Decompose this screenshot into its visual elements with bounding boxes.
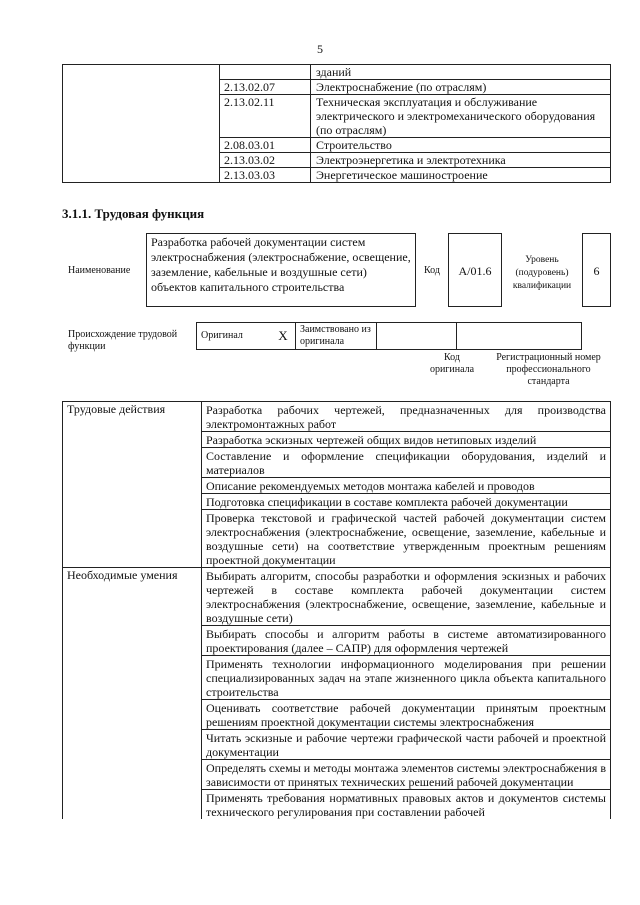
origin-label: Происхождение трудовой функции [68,329,178,352]
labor-action-item: Описание рекомендуемых методов монтажа кабелей и проводов [202,478,611,494]
original-cell: Оригинал [197,323,272,350]
name-cell: Электроснабжение (по отраслям) [311,80,611,95]
origin-reg-cell [457,323,582,350]
name-cell: Строительство [311,138,611,153]
labor-action-item: Разработка эскизных чертежей общих видов нетиповых изделий [202,432,611,448]
labor-action-item: Составление и оформление спецификации оборудования, изделий и материалов [202,448,611,478]
skill-item: Применять требования нормативных правовых актов и документов системы технического регулирования при составлении рабочей [202,790,611,820]
function-code-box: A/01.6 [448,233,502,307]
code-cell: 2.13.03.02 [220,153,311,168]
name-cell: Энергетическое машиностроение [311,168,611,183]
table-row [63,402,611,432]
skill-item: Выбирать алгоритм, способы разработки и оформления эскизных и рабочих чертежей в составе комплекта рабочей документации систем электроснабжения (электроснабжение, освещение, заземление, кабельные и воздушные сети) [202,568,611,626]
code-cell: 2.13.03.03 [220,168,311,183]
skill-item: Читать эскизные и рабочие чертежи графической части рабочей и проектной документации [202,730,611,760]
name-cell: Электроэнергетика и электротехника [311,153,611,168]
table-row [63,65,611,80]
table-row [63,568,611,626]
labor-action-item: Разработка рабочих чертежей, предназначенных для производства электромонтажных работ [202,402,611,432]
code-label: Код [424,265,440,276]
level-label: Уровень (подуровень) квалификации [512,255,572,291]
skill-item: Определять схемы и методы монтажа элементов системы электроснабжения в зависимости от принятых технических решений рабочей документации [202,760,611,790]
origin-table [196,322,582,350]
name-cell: зданий [311,65,611,80]
function-details-table [62,401,611,819]
qualification-level-box: 6 [582,233,611,307]
code-cell [220,65,311,80]
section-title: 3.1.1. Трудовая функция [62,206,205,221]
origin-code-cell [377,323,457,350]
skill-item: Применять технологии информационного моделирования при решении специализированных задач на этапе жизненного цикла объекта капитального строительства [202,656,611,700]
labor-actions-label: Трудовые действия [63,402,202,568]
skill-item: Оценивать соответствие рабочей документации принятым проектным решениям проектной документации системы электроснабжения [202,700,611,730]
page-number: 5 [317,42,323,56]
education-codes-table [62,64,611,183]
function-name-box: Разработка рабочей документации систем электроснабжения (электроснабжение, освещение, заземление, кабельные и воздушные сети) объектов капитального строительства [146,233,416,307]
name-label: Наименование [68,265,131,276]
original-mark: X [271,323,296,350]
code-cell: 2.13.02.07 [220,80,311,95]
labor-action-item: Проверка текстовой и графической частей рабочей документации систем электроснабжения (электроснабжение, освещение, заземление, кабельные и воздушные сети) на соответствие утвержденным проектным решениям проектной документации [202,510,611,568]
code-cell: 2.08.03.01 [220,138,311,153]
skill-item: Выбирать способы и алгоритм работы в системе автоматизированного проектирования (далее – САПР) для оформления чертежей [202,626,611,656]
borrowed-cell: Заимствовано из оригинала [296,323,377,350]
labor-action-item: Подготовка спецификации в составе комплекта рабочей документации [202,494,611,510]
origin-reg-caption: Регистрационный номер профессионального стандарта [496,352,601,387]
table-cell-empty [63,65,220,183]
code-cell: 2.13.02.11 [220,95,311,138]
skills-label: Необходимые умения [63,568,202,820]
table-row [197,323,582,350]
name-cell: Техническая эксплуатация и обслуживание электрического и электромеханического оборудования (по отраслям) [311,95,611,138]
origin-code-caption: Код оригинала [429,352,475,375]
